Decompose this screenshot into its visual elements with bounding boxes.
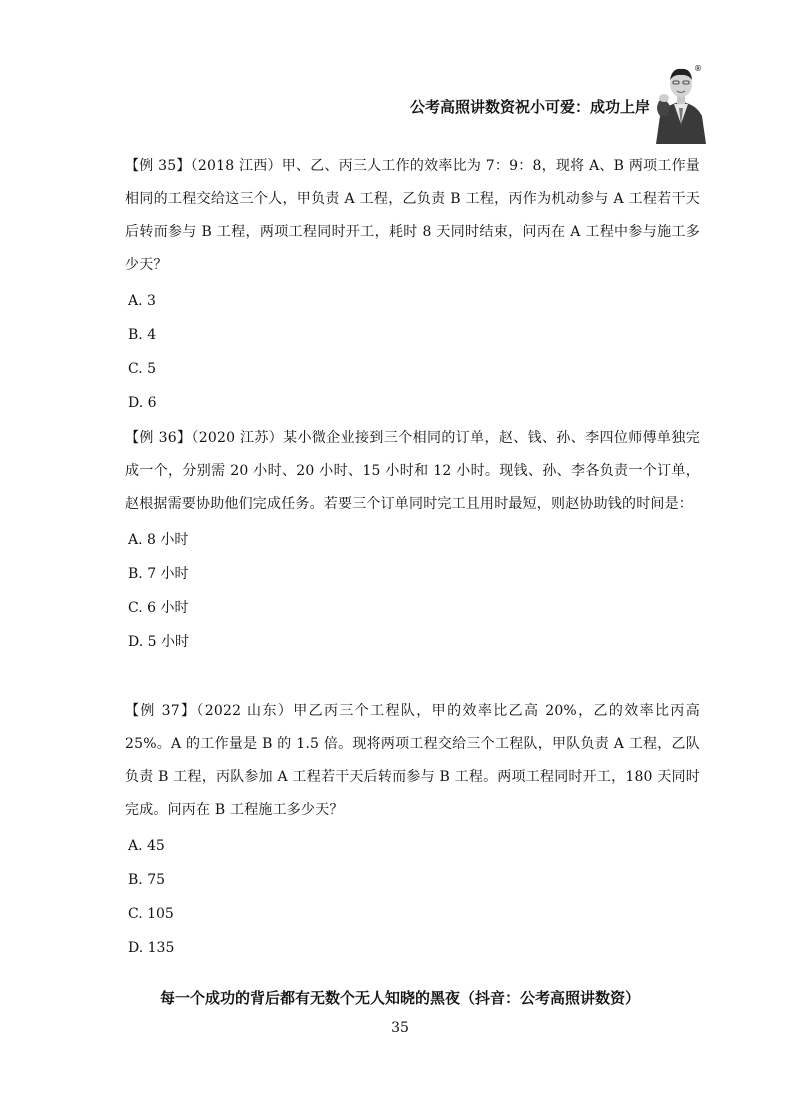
option-d: D. 5 小时 [128,634,189,650]
question-text [125,695,700,827]
option-a: A. 8 小时 [128,532,189,548]
option-b: B. 75 [128,872,166,888]
option-list [125,284,700,420]
option-list [125,829,700,965]
question-text [125,422,700,521]
question-body: （2018 江西）甲、乙、丙三人工作的效率比为 7：9：8，现将 A、B 两项工作量相同的工程交给这三个人，甲负责 A 工程，乙负责 B 工程，丙作为机动参与 A 工程若干天后转而参与 B 工程，两项工程同时开工，耗时 8 天同时结束，问丙在 A 工程中参与施工多少天？ [125,158,701,273]
option-c: C. 6 小时 [128,600,189,616]
option-list [125,523,700,659]
question-body: （2020 江苏）某小微企业接到三个相同的订单，赵、钱、孙、李四位师傅单独完成一个，分别需 20 小时、20 小时、15 小时和 12 小时。现钱、孙、李各负责一个订单，赵根据需要协助他们完成任务。若要三个订单同时完工且用时最短，则赵协助钱的时间是： [125,430,700,512]
question-number: 【例 37】 [125,703,197,719]
option-a: A. 3 [128,293,156,309]
instructor-photo [652,64,710,144]
page-number: 35 [391,1020,409,1036]
footer-slogan: 每一个成功的背后都有无数个无人知晓的黑夜（抖音：公考高照讲数资） [159,989,640,1007]
option-a: A. 45 [128,838,165,854]
option-c: C. 105 [128,906,174,922]
question-text [125,150,700,282]
option-d: D. 6 [128,395,157,411]
question-35 [125,150,700,420]
avatar [652,64,710,144]
question-body: （2022 山东）甲乙丙三个工程队，甲的效率比乙高 20%，乙的效率比丙高 25%。A 的工作量是 B 的 1.5 倍。现将两项工程交给三个工程队，甲队负责 A 工程，乙队负责 B 工程，丙队参加 A 工程若干天后转而参与 B 工程。两项工程同时开工，180 天同时完成。问丙在 B 工程施工多少天？ [125,703,701,818]
question-number: 【例 36】 [125,430,192,446]
option-b: B. 4 [128,327,157,343]
question-number: 【例 35】 [125,158,191,174]
option-c: C. 5 [128,361,157,377]
question-36 [125,422,700,659]
question-37 [125,695,700,965]
option-d: D. 135 [128,940,175,956]
header-title: 公考高照讲数资祝小可爱：成功上岸 [410,98,651,116]
registered-mark: ® [694,64,702,73]
option-b: B. 7 小时 [128,566,189,582]
